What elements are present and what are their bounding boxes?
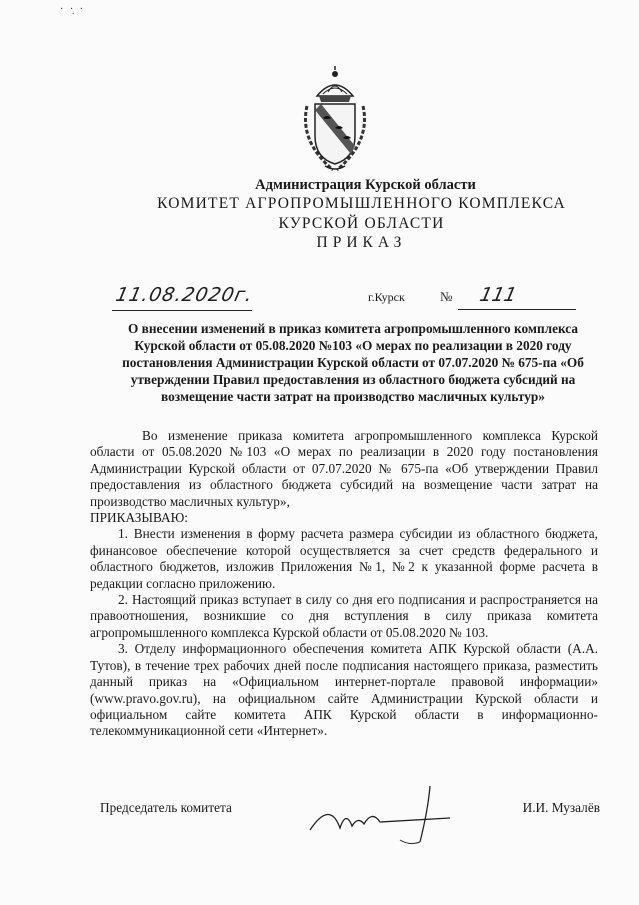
signer-position: Председатель комитета <box>100 800 232 815</box>
signer-name: И.И. Музалёв <box>522 800 600 815</box>
signature-block <box>100 800 600 860</box>
document-type: ПРИКАЗ <box>316 234 407 251</box>
administration-name: Администрация Курской области <box>255 177 476 193</box>
document-title: О внесении изменений в приказ комитета агропромышленного комплекса Курской области от 05.08.2020 №103 «О мерах по реализации в 2020 году постановления Администрации Курской области от 07.07.2020 № 675-па «Об утверждении Правил предоставления из областного бюджета субсидий на возмещение части затрат на производство масличных культур» <box>122 321 584 404</box>
handwritten-signature <box>300 780 470 850</box>
item-3: 3. Отделу информационного обеспечения комитета АПК Курской области (А.А. Тутов), в течение трех рабочих дней после подписания настоящего приказа, разместить данный приказ на «Официальном интернет-портале правовой информации» (www.pravo.gov.ru), на официальном сайте Администрации Курской области и официальном сайте комитета АПК Курской области в информационно-телекоммуникационной сети «Интернет». <box>90 641 598 739</box>
region-name: КУРСКОЙ ОБЛАСТИ <box>278 215 445 232</box>
committee-name: КОМИТЕТ АГРОПРОМЫШЛЕННОГО КОМПЛЕКСА <box>157 195 566 212</box>
number-field <box>458 284 576 310</box>
scan-specks: · ·̣ · <box>60 4 85 15</box>
coat-of-arms-icon <box>295 66 375 174</box>
order-word: ПРИКАЗЫВАЮ: <box>90 510 188 526</box>
handwritten-date: 11.08.2020г. <box>113 284 256 306</box>
intro-paragraph: Во изменение приказа комитета агропромышленного комплекса Курской области от 05.08.2020 №103 «О мерах по реализации в 2020 году постановления Администрации Курской области от 07.07.2020 № 675-па «Об утверждении Правил предоставления из областного бюджета субсидий на возмещение части затрат на производство масличных культур», <box>90 428 598 509</box>
number-label: № <box>440 289 453 304</box>
handwritten-number: 111 <box>477 284 519 306</box>
item-1: 1. Внести изменения в форму расчета размера субсидии из областного бюджета, финансовое обеспечение которой осуществляется за счет средств федерального и областного бюджетов, изложив Приложения №1, №2 к указанной форме расчета в редакции согласно приложению. <box>90 526 598 591</box>
document-header <box>0 176 639 253</box>
document-body <box>90 428 598 740</box>
date-field <box>112 284 256 311</box>
city-label: г.Курск <box>368 290 405 304</box>
item-2: 2. Настоящий приказ вступает в силу со дня его подписания и распространяется на правоотношения, возникшие со дня вступления в силу приказа комитета агропромышленного комплекса Курской области от 05.08.2020 № 103. <box>90 592 598 640</box>
